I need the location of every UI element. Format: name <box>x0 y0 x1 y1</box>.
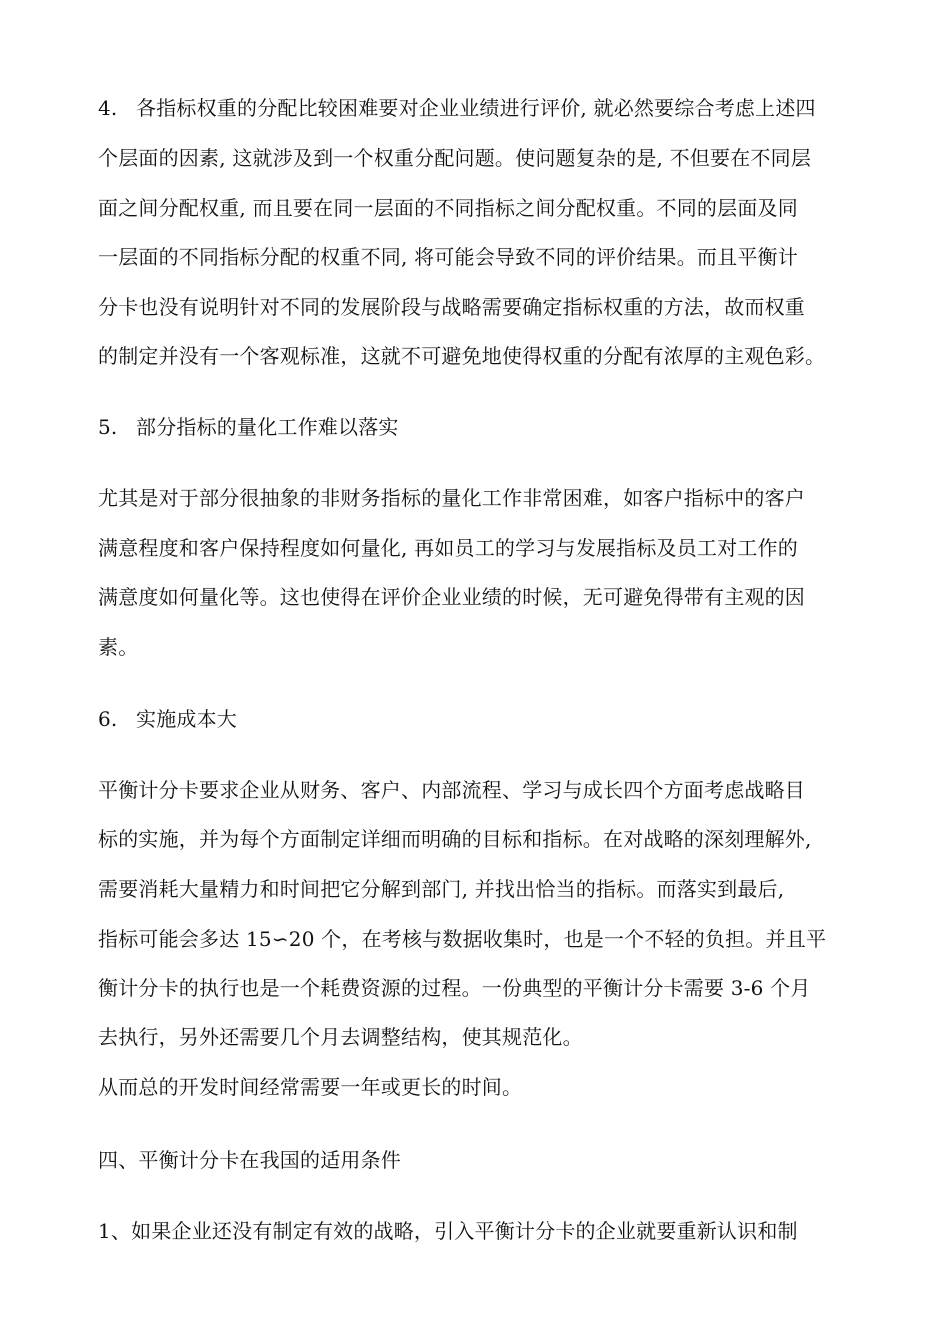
point-4-number: 4. <box>98 96 118 120</box>
section-four-heading: 四、平衡计分卡在我国的适用条件 <box>98 1148 401 1172</box>
point-5-heading: 5. 部分指标的量化工作难以落实 <box>98 415 399 439</box>
point-5-line-2: 满意程度和客户保持程度如何量化, 再如员工的学习与发展指标及员工对工作的 <box>98 536 798 560</box>
point-6-number: 6. <box>98 707 118 731</box>
point-4-line-6: 的制定并没有一个客观标准，这就不可避免地使得权重的分配有浓厚的主观色彩。 <box>98 344 826 368</box>
point-6-line-5: 衡计分卡的执行也是一个耗费资源的过程。一份典型的平衡计分卡需要 3-6 个月 <box>98 976 811 1000</box>
point-5-number: 5. <box>98 415 118 439</box>
section-four-item-1: 1、如果企业还没有制定有效的战略，引入平衡计分卡的企业就要重新认识和制 <box>98 1219 798 1243</box>
point-6-line-1: 平衡计分卡要求企业从财务、客户、内部流程、学习与成长四个方面考虑战略目 <box>98 778 805 802</box>
point-5-line-4: 素。 <box>98 635 139 659</box>
point-6-heading: 6. 实施成本大 <box>98 707 237 731</box>
point-4-line-1: 4. 各指标权重的分配比较困难要对企业业绩进行评价, 就必然要综合考虑上述四 <box>98 96 816 120</box>
point-4-line-5: 分卡也没有说明针对不同的发展阶段与战略需要确定指标权重的方法，故而权重 <box>98 295 805 319</box>
point-5-line-3: 满意度如何量化等。这也使得在评价企业业绩的时候，无可避免得带有主观的因 <box>98 585 805 609</box>
point-6-line-2: 标的实施，并为每个方面制定详细而明确的目标和指标。在对战略的深刻理解外, <box>98 827 812 851</box>
point-4-line-4: 一层面的不同指标分配的权重不同, 将可能会导致不同的评价结果。而且平衡计 <box>98 245 798 269</box>
point-6-line-6: 去执行，另外还需要几个月去调整结构，使其规范化。 <box>98 1025 583 1049</box>
point-4-line-2: 个层面的因素, 这就涉及到一个权重分配问题。使问题复杂的是, 不但要在不同层 <box>98 146 812 170</box>
point-6-line-3: 需要消耗大量精力和时间把它分解到部门, 并找出恰当的指标。而落实到最后, <box>98 877 785 901</box>
point-5-line-1: 尤其是对于部分很抽象的非财务指标的量化工作非常困难，如客户指标中的客户 <box>98 486 805 510</box>
point-6-line-7: 从而总的开发时间经常需要一年或更长的时间。 <box>98 1075 523 1099</box>
point-6-line-4: 指标可能会多达 15∽20 个，在考核与数据收集时，也是一个不轻的负担。并且平 <box>98 927 827 951</box>
point-4-line-3: 面之间分配权重, 而且要在同一层面的不同指标之间分配权重。不同的层面及同 <box>98 196 798 220</box>
